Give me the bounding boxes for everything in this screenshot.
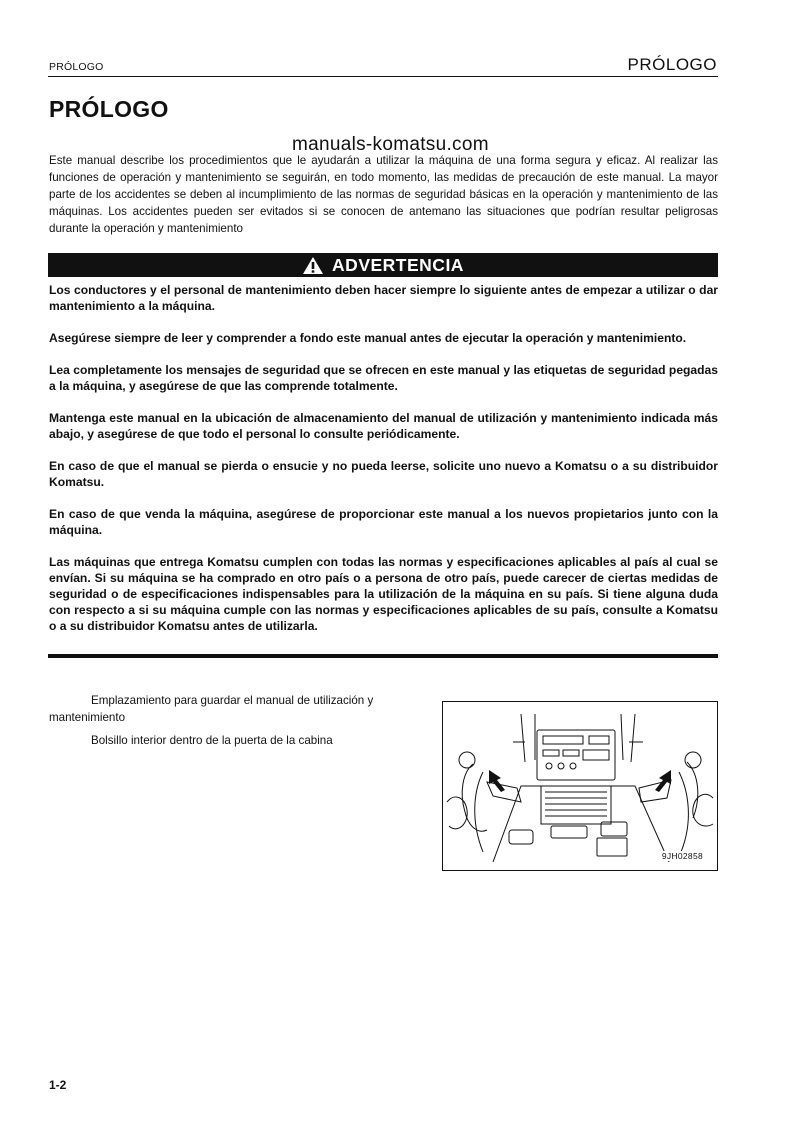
warning-lead: Los conductores y el personal de mantenimiento deben hacer siempre lo siguiente antes de empezar a utilizar o dar mantenimiento a la máquina. xyxy=(49,283,718,313)
header-section-left: PRÓLOGO xyxy=(49,61,104,73)
warning-item: Asegúrese siempre de leer y comprender a fondo este manual antes de ejecutar la operación y mantenimiento. xyxy=(49,331,687,345)
storage-location-label: Emplazamiento para guardar el manual de utilización y mantenimiento xyxy=(49,694,374,724)
warning-body xyxy=(49,282,718,650)
cab-interior-figure xyxy=(442,701,718,871)
figure-code: 9JH02858 xyxy=(661,851,703,861)
watermark: manuals-komatsu.com xyxy=(292,134,489,155)
header-section-right: PRÓLOGO xyxy=(627,55,717,74)
warning-item: En caso de que venda la máquina, asegúrese de proporcionar este manual a los nuevos propietarios junto con la máquina. xyxy=(49,507,718,537)
storage-location-value: Bolsillo interior dentro de la puerta de la cabina xyxy=(91,734,333,747)
warning-item: Mantenga este manual en la ubicación de almacenamiento del manual de utilización y mantenimiento indicada más abajo, y asegúrese de que todo el personal lo consulte periódicamente. xyxy=(49,411,718,441)
warning-item: Las máquinas que entrega Komatsu cumplen con todas las normas y especificaciones aplicables al país al cual se envían. Si su máquina se ha comprado en otro país o a persona de otro país, puede carecer de ciertas medidas de seguridad o de especificaciones indispensables para la utilización de la máquina en su país. Si tiene alguna duda con respecto a si su máquina cumple con las normas y especificaciones aplicables de su país, consulte a Komatsu o a su distribuidor Komatsu antes de utilizarla. xyxy=(49,555,718,633)
page-title: PRÓLOGO xyxy=(49,96,169,122)
warning-banner xyxy=(48,253,718,277)
warning-triangle-icon xyxy=(302,256,324,275)
page-number: 1-2 xyxy=(49,1078,67,1092)
warning-end-rule xyxy=(48,654,718,658)
header-rule xyxy=(48,76,718,77)
warning-item: Lea completamente los mensajes de seguridad que se ofrecen en este manual y las etiquetas de seguridad pegadas a la máquina, y asegúrese de que las comprende totalmente. xyxy=(49,363,718,393)
warning-item: En caso de que el manual se pierda o ensucie y no pueda leerse, solicite uno nuevo a Komatsu o a su distribuidor Komatsu. xyxy=(49,459,718,489)
cab-interior-illustration xyxy=(443,702,717,870)
warning-title: ADVERTENCIA xyxy=(332,254,464,275)
intro-paragraph: Este manual describe los procedimientos que le ayudarán a utilizar la máquina de una forma segura y eficaz. Al realizar las funciones de operación y mantenimiento se seguirán, en todo momento, las medidas de precaución de este manual. La mayor parte de los accidentes se deben al incumplimiento de las normas de seguridad básicas en la operación y mantenimiento de las máquinas. Los accidentes pueden ser evitados si se conocen de antemano las situaciones que podrían resultar peligrosas durante la operación y mantenimiento xyxy=(49,154,718,235)
